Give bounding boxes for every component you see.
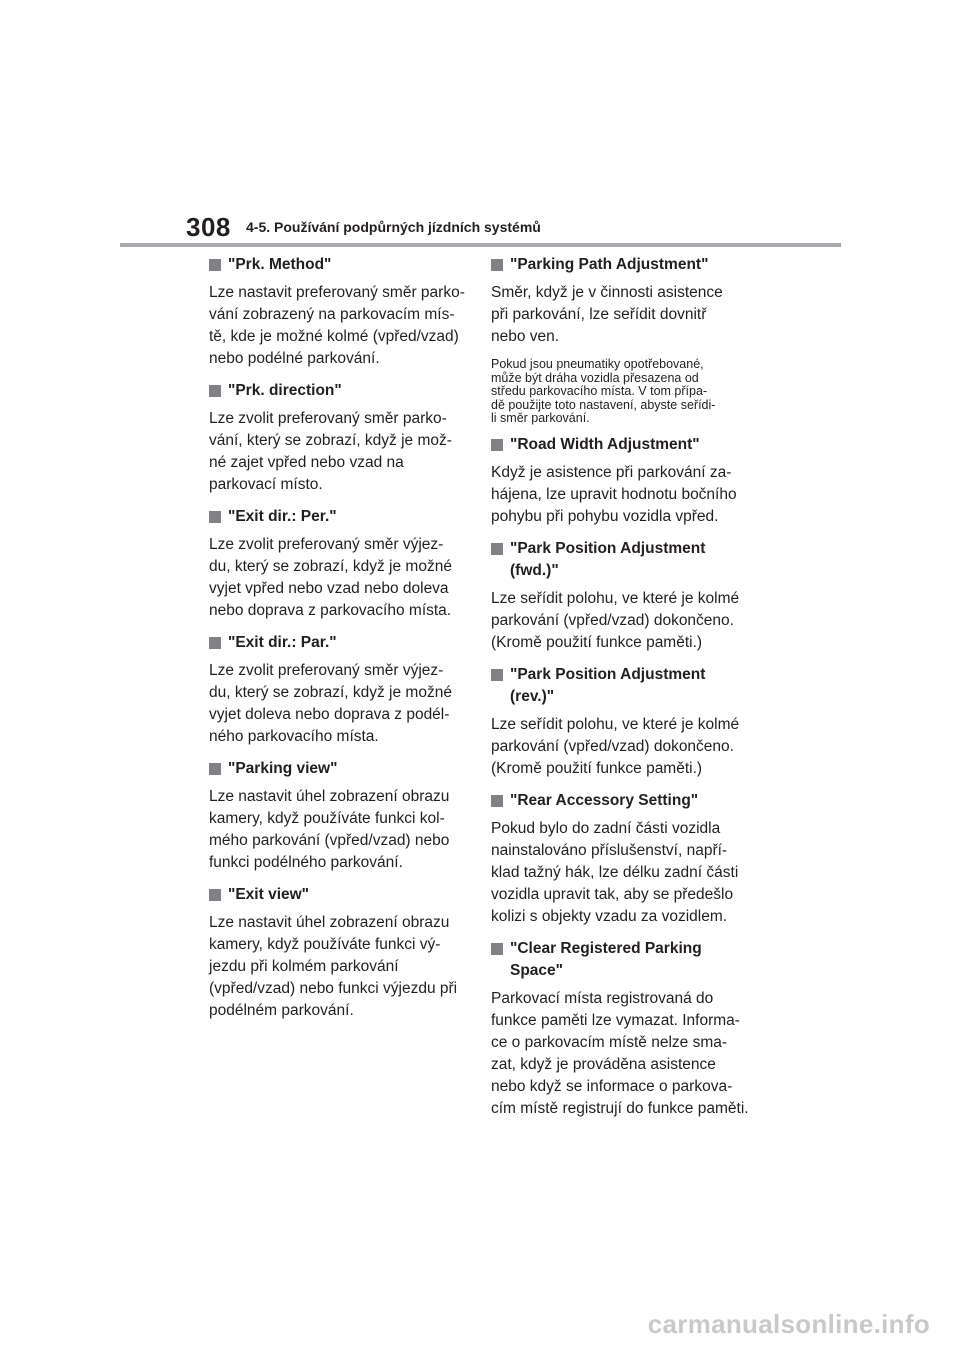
description-line: pohybu při pohybu vozidla vpřed. <box>491 507 719 525</box>
description-line: nainstalováno příslušenství, napří- <box>491 841 728 859</box>
description-line: hájena, lze upravit hodnotu bočního <box>491 485 737 503</box>
setting-heading <box>209 758 467 780</box>
setting-heading <box>209 884 467 906</box>
setting-description <box>209 282 467 370</box>
setting-heading-text: "Exit dir.: Per." <box>228 508 337 525</box>
note-line: dě použijte toto nastavení, abyste seřídi- <box>491 397 716 412</box>
setting-description <box>209 660 467 748</box>
watermark: carmanualsonline.info <box>647 1309 930 1339</box>
description-line: nebo doprava z parkovacího místa. <box>209 602 452 619</box>
heading-line: (fwd.)" <box>510 561 559 579</box>
note-line: li směr parkování. <box>491 411 590 425</box>
setting-heading-text: "Prk. Method" <box>228 256 332 273</box>
setting-heading-text: "Parking view" <box>228 760 338 777</box>
description-line: kolizi s objekty vzadu za vozidlem. <box>491 907 728 925</box>
setting-heading-text <box>510 664 705 708</box>
description-line: (vpřed/vzad) nebo funkci výjezdu při <box>209 980 458 997</box>
square-bullet-icon <box>209 511 221 523</box>
description-line: nebo podélné parkování. <box>209 350 380 367</box>
description-line: parkování (vpřed/vzad) dokončeno. <box>491 737 734 755</box>
description-line: ného parkovacího místa. <box>209 728 379 745</box>
heading-line: Space" <box>510 961 564 979</box>
description-line: ce o parkovacím místě nelze sma- <box>491 1033 728 1051</box>
description-line: jezdu při kolmém parkování <box>209 958 399 975</box>
setting-description <box>491 462 749 528</box>
setting-heading-text: "Road Width Adjustment" <box>510 435 700 453</box>
setting-description <box>209 912 467 1022</box>
setting-heading <box>209 506 467 528</box>
setting-section <box>209 758 467 874</box>
description-line: kamery, když používáte funkci vý- <box>209 936 441 953</box>
setting-heading <box>209 254 467 276</box>
square-bullet-icon <box>491 669 503 681</box>
description-line: Když je asistence při parkování za- <box>491 463 732 481</box>
setting-description <box>491 988 749 1120</box>
setting-heading-text: "Exit view" <box>228 886 310 903</box>
description-line: né zajet vpřed nebo vzad na <box>209 454 404 471</box>
square-bullet-icon <box>491 439 503 451</box>
setting-heading-text: "Rear Accessory Setting" <box>510 791 699 809</box>
description-line: du, který se zobrazí, když je možné <box>209 684 452 701</box>
setting-description <box>491 588 749 654</box>
setting-section <box>209 254 467 370</box>
square-bullet-icon <box>491 259 503 271</box>
description-line: kamery, když používáte funkci kol- <box>209 810 445 827</box>
setting-section <box>491 254 749 426</box>
square-bullet-icon <box>491 943 503 955</box>
setting-note <box>491 358 749 426</box>
square-bullet-icon <box>209 385 221 397</box>
setting-heading-text: "Exit dir.: Par." <box>228 634 337 651</box>
description-line: mého parkování (vpřed/vzad) nebo <box>209 832 450 849</box>
description-line: Lze seřídit polohu, ve které je kolmé <box>491 715 740 733</box>
description-line: Lze zvolit preferovaný směr parko- <box>209 410 447 427</box>
setting-section <box>209 380 467 496</box>
description-line: Parkovací místa registrovaná do <box>491 989 714 1007</box>
setting-description <box>491 818 749 928</box>
setting-heading-text: "Parking Path Adjustment" <box>510 256 709 273</box>
description-line: Lze seřídit polohu, ve které je kolmé <box>491 589 740 607</box>
setting-section <box>491 664 749 780</box>
description-line: parkovací místo. <box>209 476 323 493</box>
description-line: Lze nastavit úhel zobrazení obrazu <box>209 914 450 931</box>
setting-heading-text <box>510 538 705 582</box>
description-line: funkce paměti lze vymazat. Informa- <box>491 1011 740 1029</box>
description-line: při parkování, lze seřídit dovnitř <box>491 306 707 323</box>
description-line: cím místě registrují do funkce paměti. <box>491 1099 749 1117</box>
description-line: klad tažný hák, lze délku zadní části <box>491 863 739 881</box>
setting-description <box>209 786 467 874</box>
description-line: vozidla upravit tak, aby se předešlo <box>491 885 734 903</box>
right-column <box>491 254 749 1130</box>
square-bullet-icon <box>209 763 221 775</box>
heading-line: "Park Position Adjustment <box>510 665 706 683</box>
description-line: vání, který se zobrazí, když je mož- <box>209 432 452 449</box>
description-line: (Kromě použití funkce paměti.) <box>491 633 703 651</box>
description-line: vyjet doleva nebo doprava z podél- <box>209 706 450 723</box>
square-bullet-icon <box>491 543 503 555</box>
setting-heading <box>491 434 749 456</box>
description-line: (Kromě použití funkce paměti.) <box>491 759 703 777</box>
description-line: zat, když je prováděna asistence <box>491 1055 716 1073</box>
setting-section <box>209 884 467 1022</box>
square-bullet-icon <box>209 889 221 901</box>
setting-heading <box>491 790 749 812</box>
description-line: tě, kde je možné kolmé (vpřed/vzad) <box>209 328 459 345</box>
description-line: Směr, když je v činnosti asistence <box>491 284 723 301</box>
header-rule <box>120 243 841 247</box>
note-line: středu parkovacího místa. V tom přípa- <box>491 384 708 398</box>
page-number: 308 <box>186 212 231 242</box>
setting-section <box>209 506 467 622</box>
heading-line: "Clear Registered Parking <box>510 939 702 957</box>
setting-section <box>491 790 749 928</box>
description-line: funkci podélného parkování. <box>209 854 403 871</box>
setting-heading <box>209 380 467 402</box>
description-line: nebo když se informace o parkova- <box>491 1077 733 1095</box>
description-line: Lze zvolit preferovaný směr výjez- <box>209 536 444 553</box>
square-bullet-icon <box>209 637 221 649</box>
description-line: parkování (vpřed/vzad) dokončeno. <box>491 611 734 629</box>
setting-heading <box>491 938 749 982</box>
setting-heading <box>491 664 749 708</box>
description-line: podélném parkování. <box>209 1002 354 1019</box>
setting-description <box>209 408 467 496</box>
heading-line: (rev.)" <box>510 687 555 705</box>
heading-line: "Park Position Adjustment <box>510 539 706 557</box>
setting-heading <box>491 254 749 276</box>
setting-section <box>491 938 749 1120</box>
description-line: vyjet vpřed nebo vzad nebo doleva <box>209 580 449 597</box>
description-line: vání zobrazený na parkovacím mís- <box>209 306 455 323</box>
setting-heading-text <box>510 938 702 982</box>
left-column <box>209 254 467 1032</box>
setting-description <box>491 282 749 348</box>
setting-heading <box>209 632 467 654</box>
chapter-title: 4-5. Používání podpůrných jízdních systémů <box>246 219 541 235</box>
setting-heading-text: "Prk. direction" <box>228 382 342 399</box>
description-line: Lze nastavit úhel zobrazení obrazu <box>209 788 450 805</box>
setting-description <box>491 714 749 780</box>
square-bullet-icon <box>491 795 503 807</box>
note-line: může být dráha vozidla přesazena od <box>491 370 699 385</box>
setting-section <box>491 538 749 654</box>
setting-section <box>209 632 467 748</box>
description-line: du, který se zobrazí, když je možné <box>209 558 452 575</box>
setting-heading <box>491 538 749 582</box>
description-line: Pokud bylo do zadní části vozidla <box>491 819 721 837</box>
setting-section <box>491 434 749 528</box>
square-bullet-icon <box>209 259 221 271</box>
description-line: Lze zvolit preferovaný směr výjez- <box>209 662 444 679</box>
description-line: Lze nastavit preferovaný směr parko- <box>209 284 465 301</box>
setting-description <box>209 534 467 622</box>
description-line: nebo ven. <box>491 328 560 345</box>
note-line: Pokud jsou pneumatiky opotřebované, <box>491 357 704 371</box>
